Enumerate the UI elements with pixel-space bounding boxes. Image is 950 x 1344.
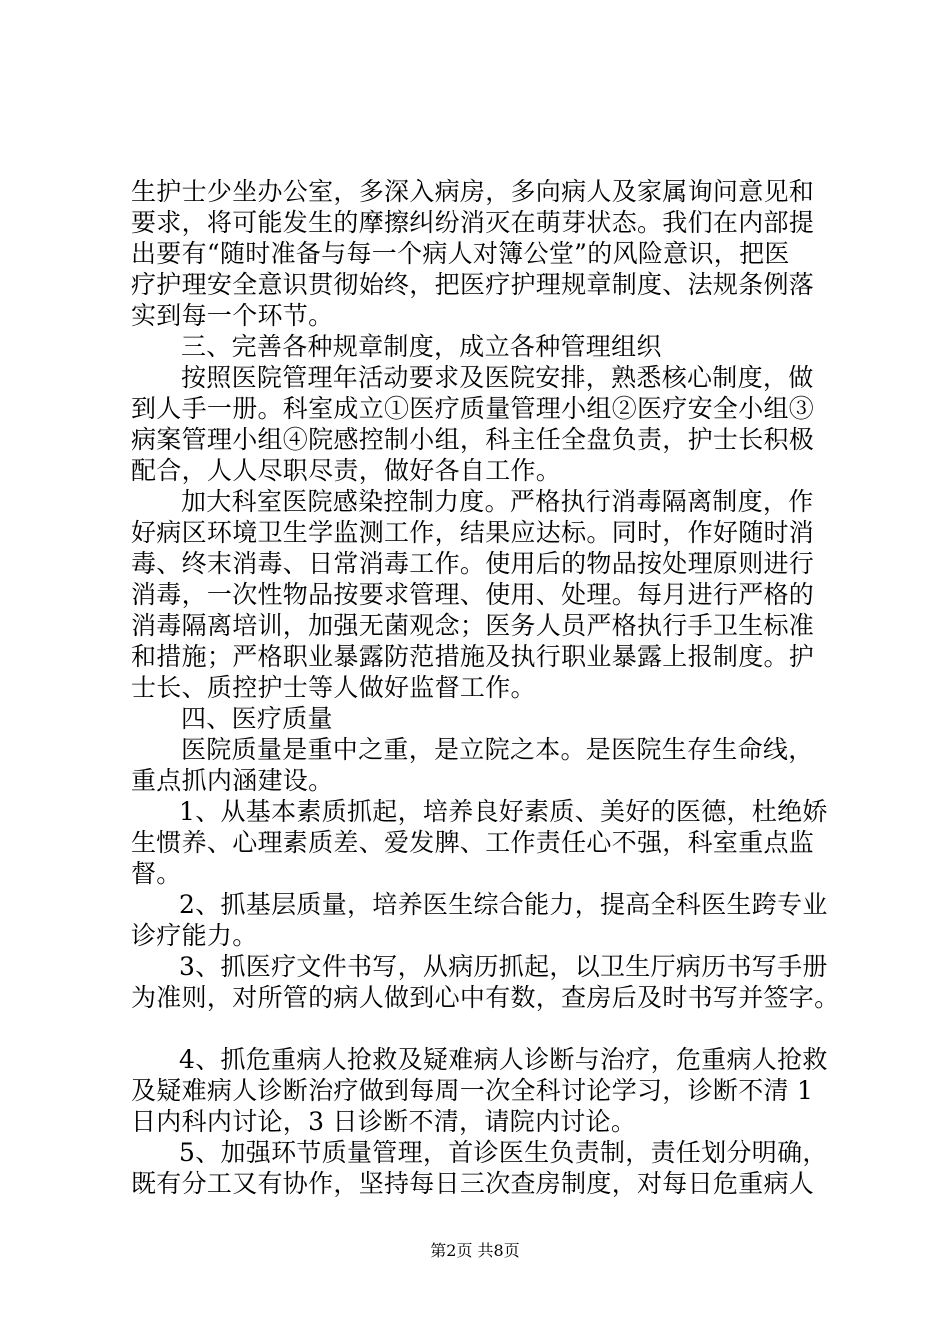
text-line: 2、抓基层质量，培养医生综合能力，提高全科医生跨专业: [179, 890, 828, 919]
text-line: 5、加强环节质量管理，首诊医生负责制，责任划分明确，: [179, 1138, 828, 1167]
text-line: 消毒隔离培训，加强无菌观念；医务人员严格执行手卫生标准: [131, 611, 815, 640]
text-line: 1、从基本素质抓起，培养良好素质、美好的医德，杜绝娇: [179, 797, 828, 826]
text-line: 4、抓危重病人抢救及疑难病人诊断与治疗，危重病人抢救: [179, 1045, 828, 1074]
text-line: 和措施；严格职业暴露防范措施及执行职业暴露上报制度。护: [131, 642, 815, 671]
text-line: 重点抓内涵建设。: [131, 766, 334, 795]
text-line: 毒、终末消毒、日常消毒工作。使用后的物品按处理原则进行: [131, 549, 815, 578]
text-line: 出要有“随时准备与每一个病人对簿公堂”的风险意识，把医: [131, 239, 790, 268]
text-line: 诊疗能力。: [131, 921, 258, 950]
text-line: 病案管理小组④院感控制小组，科主任全盘负责，护士长积极: [131, 425, 815, 454]
text-line: 3、抓医疗文件书写，从病历抓起，以卫生厅病历书写手册: [179, 952, 828, 981]
text-line: 好病区环境卫生学监测工作，结果应达标。同时，作好随时消: [131, 518, 815, 547]
text-line: 日内科内讨论，3 日诊断不清，请院内讨论。: [131, 1107, 637, 1136]
text-line: 生护士少坐办公室，多深入病房，多向病人及家属询问意见和: [131, 177, 815, 206]
text-line: 配合，人人尽职尽责，做好各自工作。: [131, 456, 562, 485]
section-heading: 三、完善各种规章制度，成立各种管理组织: [181, 332, 662, 361]
text-line: 督。: [131, 859, 182, 888]
text-line: 医院质量是重中之重，是立院之本。是医院生存生命线，: [181, 735, 814, 764]
text-line: 为准则，对所管的病人做到心中有数，查房后及时书写并签字。: [131, 983, 840, 1012]
text-line: 生惯养、心理素质差、爱发脾、工作责任心不强，科室重点监: [131, 828, 815, 857]
text-line: 士长、质控护士等人做好监督工作。: [131, 673, 536, 702]
text-line: 疗护理安全意识贯彻始终，把医疗护理规章制度、法规条例落: [131, 270, 815, 299]
text-line: 要求，将可能发生的摩擦纠纷消灭在萌芽状态。我们在内部提: [131, 208, 815, 237]
text-line: 加大科室医院感染控制力度。严格执行消毒隔离制度，作: [181, 487, 814, 516]
page-number-footer: 第2页 共8页: [430, 1241, 520, 1260]
text-line: 消毒，一次性物品按要求管理、使用、处理。每月进行严格的: [131, 580, 815, 609]
text-line: 实到每一个环节。: [131, 301, 334, 330]
text-line: 按照医院管理年活动要求及医院安排，熟悉核心制度，做: [181, 363, 814, 392]
section-heading: 四、医疗质量: [181, 704, 333, 733]
text-line: 既有分工又有协作，坚持每日三次查房制度，对每日危重病人: [131, 1169, 815, 1198]
text-line: 到人手一册。科室成立①医疗质量管理小组②医疗安全小组③: [131, 394, 815, 423]
text-line: 及疑难病人诊断治疗做到每周一次全科讨论学习，诊断不清 1: [131, 1076, 814, 1105]
